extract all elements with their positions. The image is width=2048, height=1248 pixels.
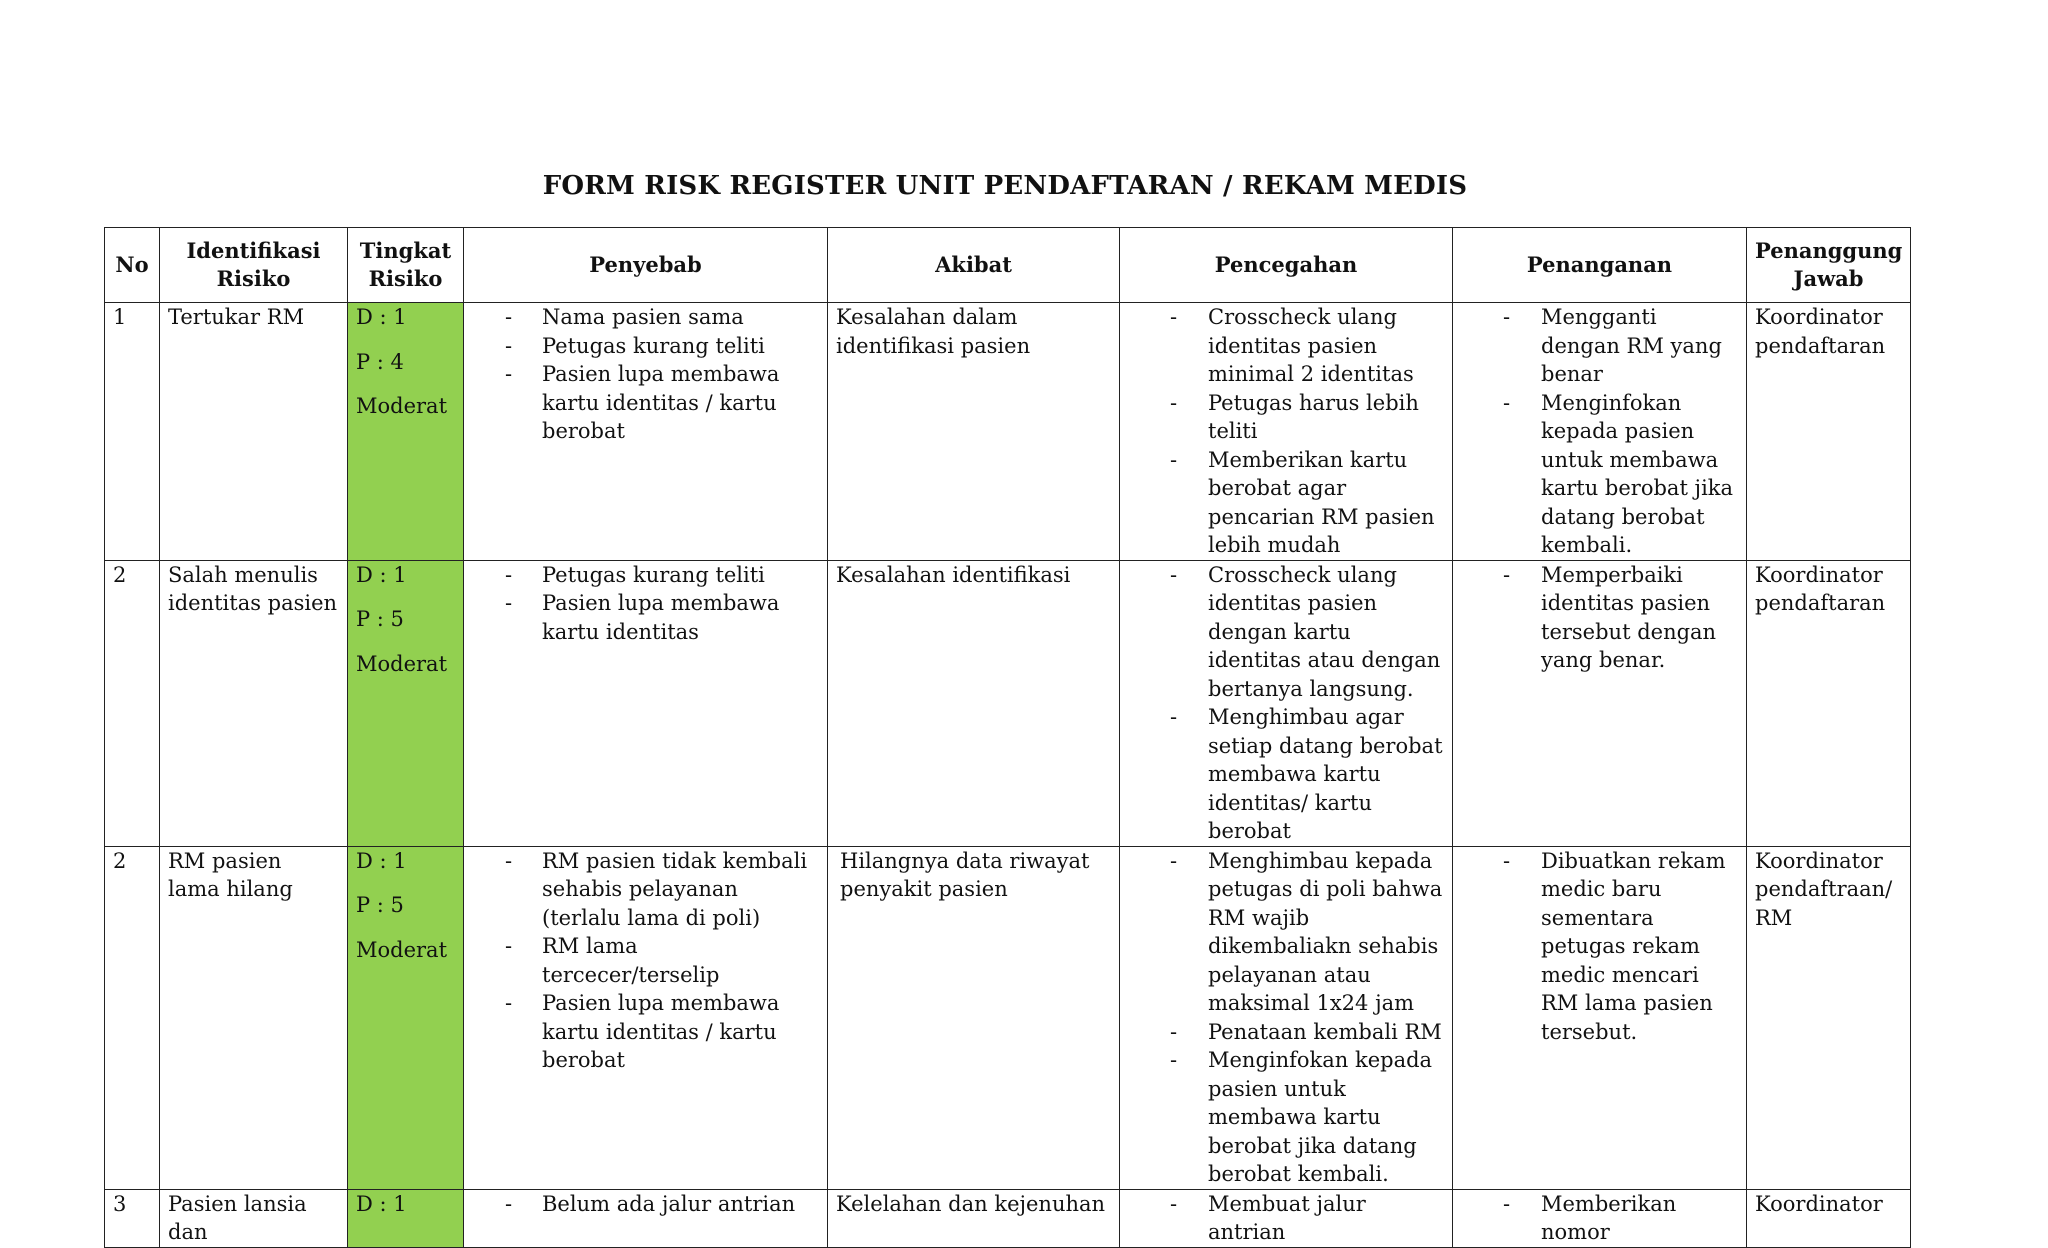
prevention-cell — [1120, 303, 1453, 561]
header-identifikasi: Identifikasi Risiko — [160, 228, 348, 303]
row-no: 3 — [105, 1189, 160, 1247]
row-no: 2 — [105, 560, 160, 846]
cause-cell — [464, 560, 828, 846]
risk-identification: Salah menulis identitas pasien — [160, 560, 348, 846]
risk-d-value: D : 1 — [356, 848, 407, 873]
header-tingkat: Tingkat Risiko — [348, 228, 464, 303]
header-pj: Penanggung Jawab — [1747, 228, 1911, 303]
effect-cell: Kelelahan dan kejenuhan — [828, 1189, 1120, 1247]
effect-cell: Kesalahan dalam identifikasi pasien — [828, 303, 1120, 561]
table-row — [105, 303, 1911, 561]
cause-item: - RM pasien tidak kembali sehabis pelayanan (terlalu lama di poli) — [542, 847, 819, 933]
table-row — [105, 846, 1911, 1189]
prevention-cell — [1120, 1189, 1453, 1247]
risk-d-value: D : 1 — [356, 562, 407, 587]
risk-p-value: P : 4 — [356, 349, 404, 374]
row-no: 1 — [105, 303, 160, 561]
cause-item: - Pasien lupa membawa kartu identitas / kartu berobat — [542, 989, 819, 1075]
effect-cell: Hilangnya data riwayat penyakit pasien — [828, 846, 1120, 1189]
risk-p-value: P : 5 — [356, 607, 404, 631]
effect-cell: Kesalahan identifikasi — [828, 560, 1120, 846]
handling-item: - Mengganti dengan RM yang benar — [1541, 303, 1738, 389]
table-row — [105, 1189, 1911, 1247]
responsible-cell: Koordinator pendaftaran — [1747, 303, 1911, 561]
responsible-cell: Koordinator pendaftaran — [1747, 560, 1911, 846]
responsible-cell: Koordinator — [1747, 1189, 1911, 1247]
prevention-item: - Menghimbau kepada petugas di poli bahwa RM wajib dikembaliakn sehabis pelayanan atau maksimal 1x24 jam — [1208, 847, 1444, 1018]
prevention-item: - Membuat jalur antrian — [1208, 1190, 1444, 1247]
handling-cell — [1453, 846, 1747, 1189]
risk-level-cell — [348, 846, 464, 1189]
risk-identification: RM pasien lama hilang — [160, 846, 348, 1189]
risk-level-label: Moderat — [356, 394, 448, 418]
handling-item: - Memberikan nomor — [1541, 1190, 1738, 1247]
risk-level-cell — [348, 303, 464, 561]
header-penanganan: Penanganan — [1453, 228, 1747, 303]
row-no: 2 — [105, 846, 160, 1189]
prevention-item: - Memberikan kartu berobat agar pencarian RM pasien lebih mudah — [1208, 446, 1444, 560]
cause-item: - Pasien lupa membawa kartu identitas — [542, 589, 819, 646]
cause-cell — [464, 1189, 828, 1247]
header-akibat: Akibat — [828, 228, 1120, 303]
handling-item: - Dibuatkan rekam medic baru sementara petugas rekam medic mencari RM lama pasien tersebut. — [1541, 847, 1738, 1047]
handling-cell — [1453, 1189, 1747, 1247]
handling-cell — [1453, 303, 1747, 561]
cause-item: - Petugas kurang teliti — [542, 332, 819, 361]
risk-d-value: D : 1 — [356, 305, 407, 329]
cause-cell — [464, 303, 828, 561]
cause-item: - Nama pasien sama — [542, 303, 819, 332]
cause-cell — [464, 846, 828, 1189]
handling-item: - Memperbaiki identitas pasien tersebut dengan yang benar. — [1541, 561, 1738, 675]
prevention-item: - Menghimbau agar setiap datang berobat membawa kartu identitas/ kartu berobat — [1208, 703, 1444, 846]
cause-item: - Pasien lupa membawa kartu identitas / kartu berobat — [542, 360, 819, 446]
risk-p-value: P : 5 — [356, 893, 404, 917]
risk-identification: Pasien lansia dan — [160, 1189, 348, 1247]
header-row — [105, 228, 1911, 303]
prevention-cell — [1120, 560, 1453, 846]
handling-cell — [1453, 560, 1747, 846]
header-no: No — [105, 228, 160, 303]
prevention-item: - Petugas harus lebih teliti — [1208, 389, 1444, 446]
cause-item: - Petugas kurang teliti — [542, 561, 819, 590]
header-pencegahan: Pencegahan — [1120, 228, 1453, 303]
prevention-item: - Penataan kembali RM — [1208, 1018, 1444, 1047]
risk-level-label: Moderat — [356, 937, 448, 962]
cause-item: - RM lama tercecer/terselip — [542, 932, 819, 989]
risk-d-value: D : 1 — [356, 1191, 407, 1216]
document-title: FORM RISK REGISTER UNIT PENDAFTARAN / REKAM MEDIS — [542, 171, 1468, 201]
prevention-item: - Menginfokan kepada pasien untuk membawa kartu berobat jika datang berobat kembali. — [1208, 1046, 1444, 1189]
risk-level-label: Moderat — [356, 651, 448, 676]
prevention-item: - Crosscheck ulang identitas pasien minimal 2 identitas — [1208, 303, 1444, 389]
handling-item: - Menginfokan kepada pasien untuk membawa kartu berobat jika datang berobat kembali. — [1541, 389, 1738, 560]
risk-level-cell — [348, 560, 464, 846]
risk-identification: Tertukar RM — [160, 303, 348, 561]
prevention-cell — [1120, 846, 1453, 1189]
risk-level-cell — [348, 1189, 464, 1247]
cause-item: - Belum ada jalur antrian — [542, 1190, 819, 1219]
prevention-item: - Crosscheck ulang identitas pasien dengan kartu identitas atau dengan bertanya langsung. — [1208, 561, 1444, 704]
header-penyebab: Penyebab — [464, 228, 828, 303]
risk-register-table — [104, 227, 1911, 1248]
table-row — [105, 560, 1911, 846]
responsible-cell: Koordinator pendaftraan/ RM — [1747, 846, 1911, 1189]
